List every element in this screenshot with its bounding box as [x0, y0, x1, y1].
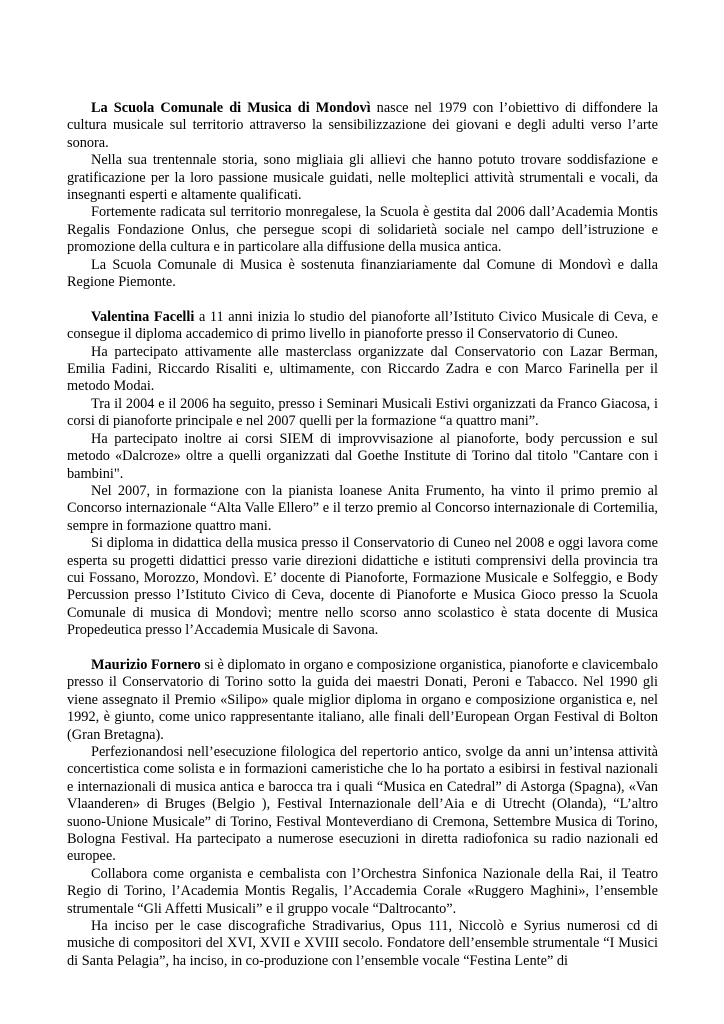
paragraph [67, 431, 658, 483]
paragraph-text: si è diplomato in organo e composizione organistica, pianoforte e clavicembalo presso il Conservatorio di Torino sotto la guida dei maestri Donati, Peroni e Tabacco. Nel 1990 gli viene assegnato il Premio «Silipo» quale miglior diploma in organo e composizione organistica e, nel 1992, è giunto, come unico rappresentante italiano, alle finali dell’European Organ Festival di Bolton (Gran Bretagna). [67, 656, 658, 743]
paragraph [67, 744, 658, 866]
section-maurizio-fornero [67, 657, 658, 970]
paragraph-text: Ha partecipato attivamente alle masterclass organizzate dal Conservatorio con Lazar Berman, Emilia Fadini, Riccardo Risaliti e, ultimamente, con Riccardo Zadra e con Marco Farinella per il metodo Modai. [67, 343, 658, 395]
paragraph-text: Tra il 2004 e il 2006 ha seguito, presso i Seminari Musicali Estivi organizzati da Franco Giacosa, i corsi di pianoforte principale e nel 2007 quelli per la formazione “a quattro mani”. [67, 395, 658, 430]
paragraph-text: La Scuola Comunale di Musica è sostenuta finanziariamente dal Comune di Mondovì e dalla Regione Piemonte. [67, 256, 658, 291]
paragraph [67, 483, 658, 535]
document-page [67, 100, 658, 970]
paragraph-lead: Maurizio Fornero [91, 656, 201, 673]
paragraph-text: Perfezionandosi nell’esecuzione filologica del repertorio antico, svolge da anni un’intensa attività concertistica come solista e in formazioni cameristiche che lo ha portato a esibirsi in festival nazionali e internazionali di musica antica e barocca tra i quali “Musica en Catedral” di Astorga (Spagna), «Van Vlaanderen» di Bruges (Belgio ), Festival Internazionale dell’Aia e di Utrecht (Olanda), “L’altro suono-Unione Musicale” di Torino, Festival Monteverdiano di Cremona, Settembre Musica di Torino, Bologna Festival. Ha partecipato a numerose esecuzioni in diretta radiofonica su radio nazionali ed europee. [67, 744, 658, 865]
paragraph [67, 309, 658, 344]
paragraph-text: Nel 2007, in formazione con la pianista loanese Anita Frumento, ha vinto il primo premio al Concorso internazionale “Alta Valle Ellero” e il terzo premio al Concorso internazionale di Cortemilia, sempre in formazione quattro mani. [67, 482, 658, 534]
paragraph [67, 152, 658, 204]
paragraph-lead: Valentina Facelli [91, 308, 195, 325]
paragraph-text: a 11 anni inizia lo studio del pianoforte all’Istituto Civico Musicale di Ceva, e consegue il diploma accademico di primo livello in pianoforte presso il Conservatorio di Cuneo. [67, 308, 658, 343]
paragraph-lead: La Scuola Comunale di Musica di Mondovì [91, 100, 371, 116]
section-scuola-comunale [67, 100, 658, 291]
paragraph [67, 535, 658, 639]
paragraph-text: Si diploma in didattica della musica presso il Conservatorio di Cuneo nel 2008 e oggi lavora come esperta su progetti didattici presso varie direzioni didattiche e istituti comprensivi della provincia tra cui Fossano, Morozzo, Mondovì. E’ docente di Pianoforte, Formazione Musicale e Solfeggio, e Body Percussion presso l’Istituto Civico di Ceva, docente di Pianoforte e Musica Gioco presso la Scuola Comunale di musica di Mondovì; mentre nello scorso anno scolastico è stata docente di Musica Propedeutica presso l’Accademia Musicale di Savona. [67, 535, 658, 639]
paragraph [67, 257, 658, 292]
paragraph [67, 204, 658, 256]
paragraph [67, 100, 658, 152]
paragraph-text: Ha inciso per le case discografiche Stradivarius, Opus 111, Niccolò e Syrius numerosi cd di musiche di compositori del XVI, XVII e XVIII secolo. Fondatore dell’ensemble strumentale “I Musici di Santa Pelagia”, ha inciso, in co-produzione con l’ensemble vocale “Festina Lente” di [67, 918, 658, 969]
paragraph [67, 396, 658, 431]
paragraph-text: Fortemente radicata sul territorio monregalese, la Scuola è gestita dal 2006 dall’Academia Montis Regalis Fondazione Onlus, che persegue scopi di solidarietà sociale nel campo dell’istruzione e promozione della cultura e in particolare alla diffusione della musica antica. [67, 204, 658, 256]
paragraph-text: nasce nel 1979 con l’obiettivo di diffondere la cultura musicale sul territorio attraverso la sensibilizzazione dei giovani e degli adulti verso l’arte sonora. [67, 100, 658, 151]
paragraph-text: Collabora come organista e cembalista con l’Orchestra Sinfonica Nazionale della Rai, il Teatro Regio di Torino, l’Academia Montis Regalis, l’Accademia Corale «Ruggero Maghini», l’ensemble strumentale “Gli Affetti Musicali” e il gruppo vocale “Daltrocanto”. [67, 865, 658, 917]
paragraph-text: Ha partecipato inoltre ai corsi SIEM di improvvisazione al pianoforte, body percussion e sul metodo «Dalcroze» oltre a quelli organizzati dal Goethe Institute di Torino dal titolo "Cantare con i bambini". [67, 430, 658, 482]
paragraph [67, 918, 658, 970]
paragraph [67, 657, 658, 744]
paragraph [67, 344, 658, 396]
paragraph [67, 866, 658, 918]
paragraph-text: Nella sua trentennale storia, sono migliaia gli allievi che hanno potuto trovare soddisfazione e gratificazione per la loro passione musicale guidati, nelle molteplici attività strumentali e vocali, da insegnanti esperti e altamente qualificati. [67, 152, 658, 204]
section-valentina-facelli [67, 309, 658, 640]
